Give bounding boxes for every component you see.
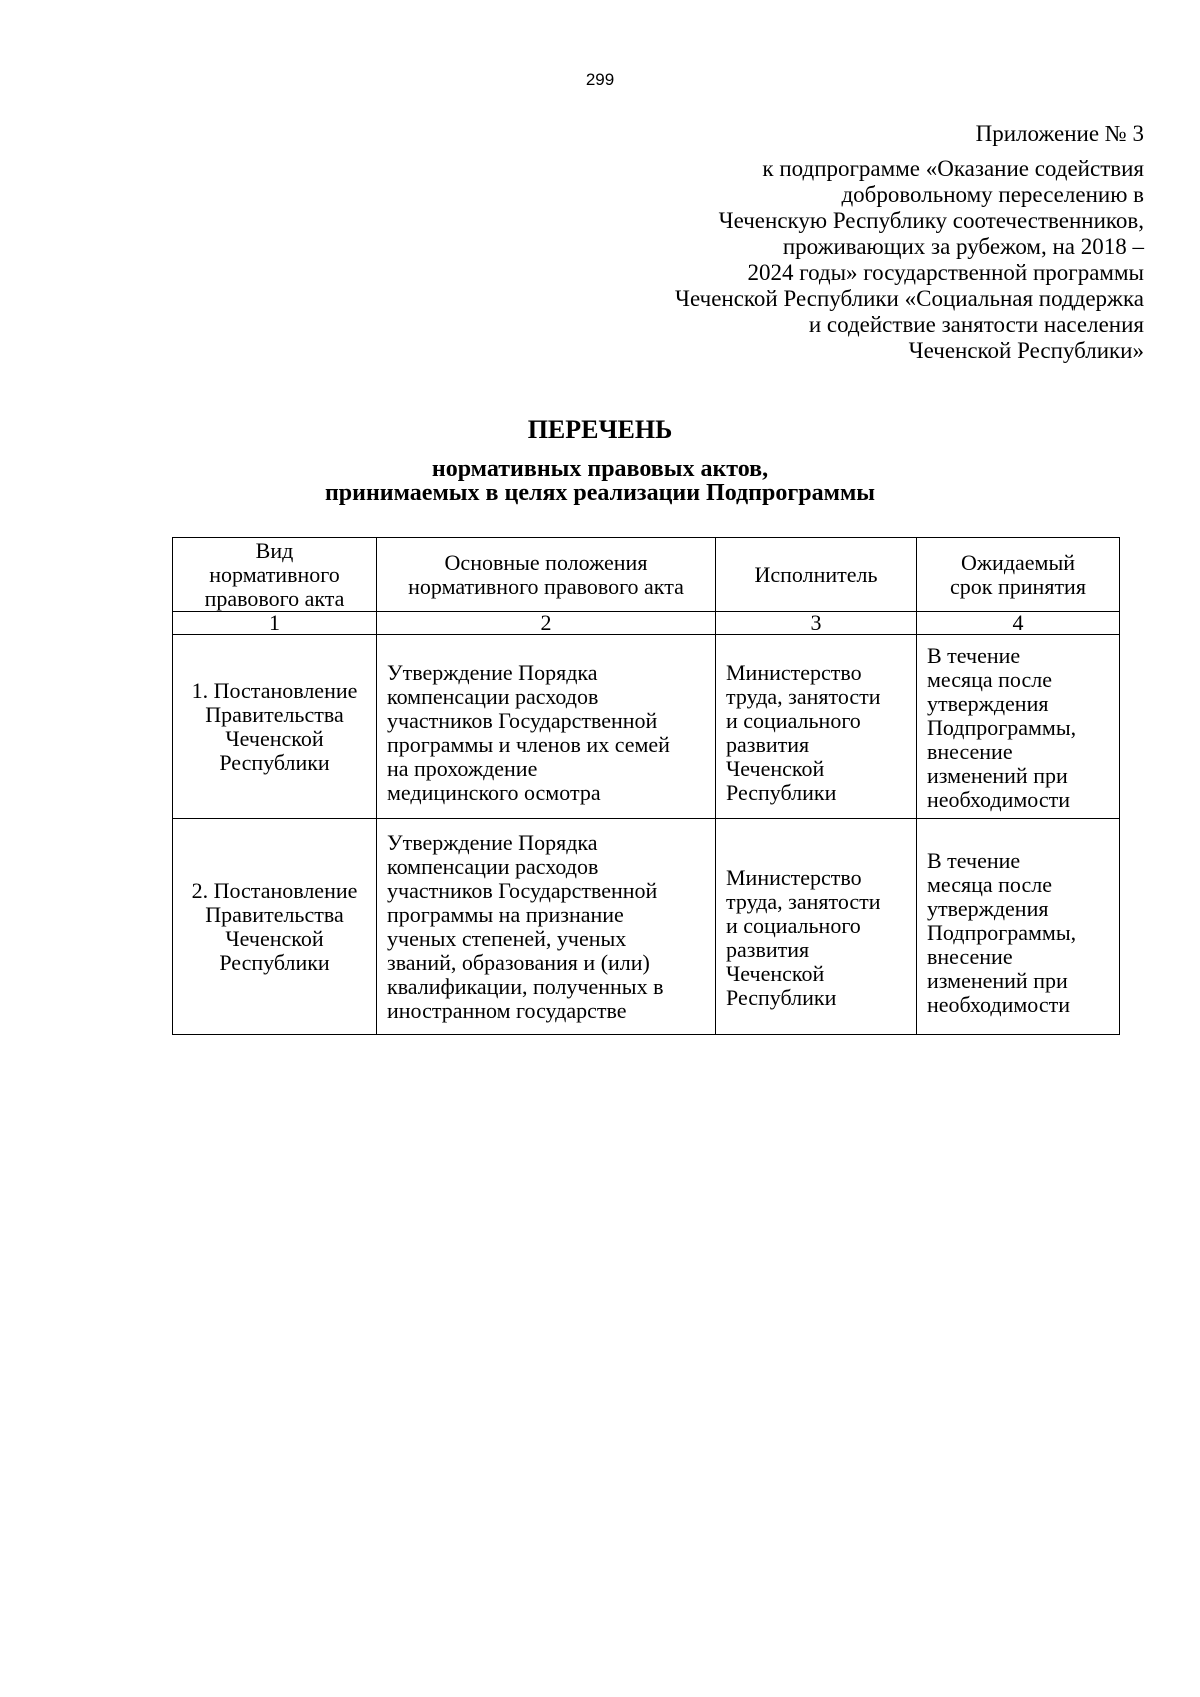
cell-line: Чеченской — [225, 725, 324, 751]
column-number-row — [173, 612, 1120, 635]
cell-line: Чеченской — [225, 925, 324, 951]
cell-act-type — [173, 819, 377, 1035]
cell-line: внесение — [927, 943, 1013, 969]
cell-line: Министерство — [726, 659, 862, 685]
appendix-line: и содействие занятости населения — [808, 312, 1144, 337]
cell-line: В течение — [927, 642, 1021, 668]
header-line: правового акта — [204, 585, 345, 611]
cell-line: квалификации, полученных в — [387, 973, 664, 999]
header-line: нормативного правового акта — [408, 573, 684, 599]
cell-line: Министерство — [726, 864, 862, 890]
cell-line: Республики — [726, 984, 837, 1010]
header-deadline — [917, 538, 1120, 612]
appendix-line: Чеченской Республики «Социальная поддержка — [675, 286, 1144, 311]
cell-line: Подпрограммы, — [927, 714, 1077, 740]
cell-line: иностранном государстве — [387, 997, 627, 1023]
cell-line: необходимости — [927, 786, 1071, 812]
document-heading — [0, 415, 1200, 505]
header-line: срок принятия — [950, 573, 1086, 599]
cell-line: 1. Постановление — [191, 677, 358, 703]
cell-deadline — [917, 819, 1120, 1035]
cell-line: 2. Постановление — [191, 877, 358, 903]
cell-line: изменений при — [927, 762, 1068, 788]
cell-line: Правительства — [205, 901, 344, 927]
cell-line: Подпрограммы, — [927, 919, 1077, 945]
cell-line: и социального — [726, 912, 861, 938]
cell-deadline — [917, 635, 1120, 819]
cell-line: компенсации расходов — [387, 683, 599, 709]
column-number: 4 — [917, 612, 1120, 635]
header-executor — [716, 538, 917, 612]
appendix-block — [584, 121, 1144, 364]
cell-line: медицинского осмотра — [387, 779, 601, 805]
cell-executor — [716, 635, 917, 819]
cell-line: утверждения — [927, 690, 1049, 716]
header-provisions — [377, 538, 716, 612]
appendix-line: 2024 годы» государственной программы — [747, 260, 1144, 285]
cell-line: труда, занятости — [726, 683, 881, 709]
cell-line: ученых степеней, ученых — [387, 925, 627, 951]
cell-line: утверждения — [927, 895, 1049, 921]
cell-line: необходимости — [927, 991, 1071, 1017]
appendix-line: проживающих за рубежом, на 2018 – — [782, 234, 1144, 259]
table-row — [173, 635, 1120, 819]
cell-line: внесение — [927, 738, 1013, 764]
acts-table — [172, 537, 1120, 1035]
heading-title: ПЕРЕЧЕНЬ — [527, 415, 673, 444]
cell-line: В течение — [927, 847, 1021, 873]
cell-line: месяца после — [927, 666, 1052, 692]
appendix-title: Приложение № 3 — [975, 121, 1144, 146]
cell-line: на прохождение — [387, 755, 538, 781]
cell-act-type — [173, 635, 377, 819]
heading-subtitle-line: нормативных правовых актов, — [431, 456, 769, 482]
column-number: 1 — [173, 612, 377, 635]
cell-line: Утверждение Порядка — [387, 829, 598, 855]
cell-line: Утверждение Порядка — [387, 659, 598, 685]
cell-executor — [716, 819, 917, 1035]
header-line: Исполнитель — [754, 561, 878, 587]
cell-line: участников Государственной — [387, 877, 658, 903]
cell-line: программы и членов их семей — [387, 731, 670, 757]
cell-line: изменений при — [927, 967, 1068, 993]
cell-line: Чеченской — [726, 960, 825, 986]
cell-line: месяца после — [927, 871, 1052, 897]
column-number: 2 — [377, 612, 716, 635]
table-row — [173, 819, 1120, 1035]
cell-line: программы на признание — [387, 901, 624, 927]
header-line: Основные положения — [444, 549, 648, 575]
cell-line: Республики — [726, 779, 837, 805]
header-line: Вид — [255, 537, 294, 563]
cell-line: компенсации расходов — [387, 853, 599, 879]
heading-subtitle-line: принимаемых в целях реализации Подпрограммы — [324, 480, 876, 506]
header-act-type — [173, 538, 377, 612]
table-header-row — [173, 538, 1120, 612]
appendix-line: Чеченской Республики» — [908, 338, 1144, 363]
cell-line: и социального — [726, 707, 861, 733]
cell-line: званий, образования и (или) — [387, 949, 650, 975]
page-number: 299 — [585, 70, 615, 89]
cell-line: Республики — [219, 749, 330, 775]
cell-line: развития — [726, 936, 810, 962]
appendix-line: Чеченскую Республику соотечественников, — [718, 208, 1144, 233]
cell-line: развития — [726, 731, 810, 757]
cell-line: Чеченской — [726, 755, 825, 781]
header-line: нормативного — [209, 561, 340, 587]
column-number: 3 — [716, 612, 917, 635]
header-line: Ожидаемый — [960, 549, 1076, 575]
cell-line: участников Государственной — [387, 707, 658, 733]
cell-line: труда, занятости — [726, 888, 881, 914]
cell-line: Правительства — [205, 701, 344, 727]
cell-provisions — [377, 635, 716, 819]
appendix-line: добровольному переселению в — [841, 182, 1144, 207]
appendix-line: к подпрограмме «Оказание содействия — [762, 156, 1144, 181]
cell-provisions — [377, 819, 716, 1035]
cell-line: Республики — [219, 949, 330, 975]
